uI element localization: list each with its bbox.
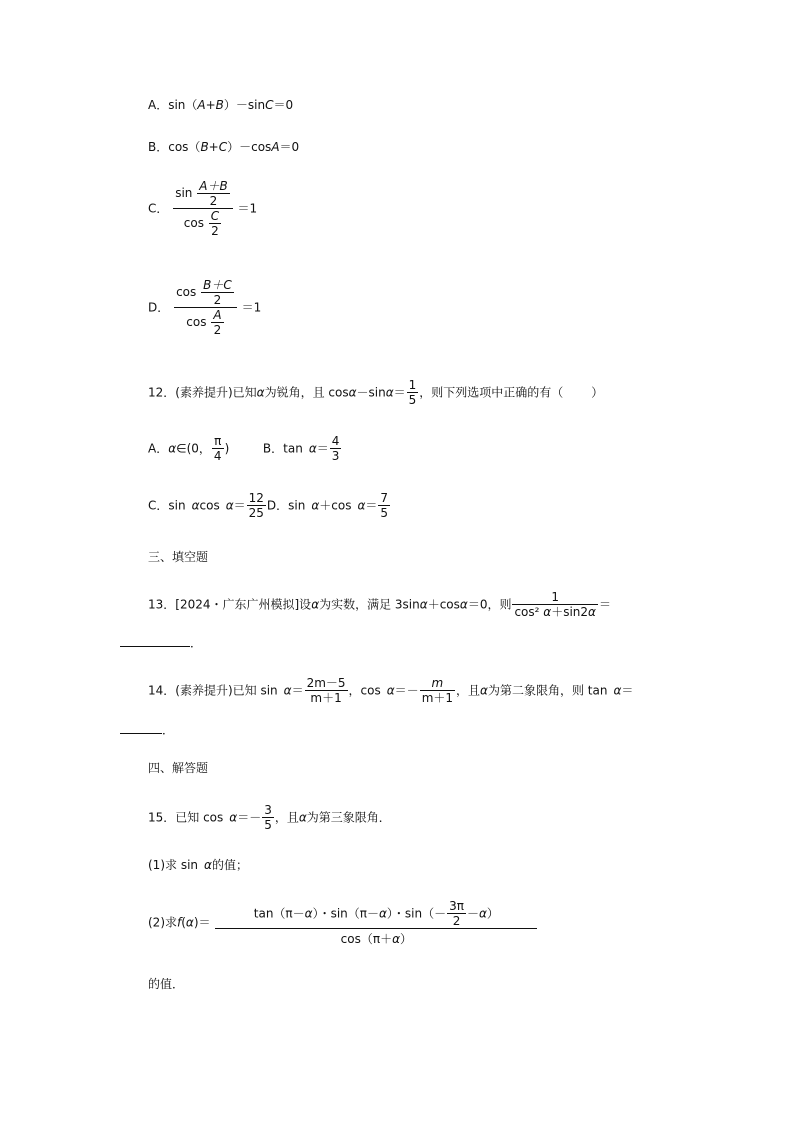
math-var: α	[225, 498, 234, 513]
math-var: f	[177, 915, 182, 930]
fraction	[174, 278, 237, 337]
numerator: 1	[408, 378, 417, 392]
numerator: π	[212, 434, 224, 449]
q14-answer-blank[interactable]	[120, 733, 162, 734]
denominator: 5	[264, 818, 272, 832]
math-var: α	[168, 441, 177, 456]
text: ＝	[365, 498, 378, 513]
math-var: A+B	[197, 98, 224, 112]
text: cos（π＋	[340, 932, 393, 946]
math-var: α	[588, 605, 596, 619]
math-var: B+C	[200, 140, 228, 154]
text: ＝－	[237, 810, 262, 825]
fraction	[512, 590, 598, 619]
text: ）・sin（－	[386, 906, 447, 921]
big-fraction	[215, 899, 537, 946]
denominator: 5	[380, 506, 389, 520]
text: cos	[186, 315, 207, 329]
text: 15．已知 cos	[148, 810, 224, 825]
q12-options-cd	[148, 491, 391, 520]
numerator: B＋C	[203, 278, 232, 292]
fraction	[330, 434, 342, 463]
numerator: 3	[264, 803, 272, 817]
text: sin	[175, 186, 193, 200]
math-var: α	[298, 810, 307, 825]
math-var: α	[419, 597, 428, 612]
numerator: 4	[331, 434, 340, 448]
text: ＝	[621, 683, 634, 698]
text: ＝	[393, 385, 406, 400]
fraction	[197, 179, 229, 208]
math-var: α	[348, 385, 357, 400]
q15-part-1	[148, 858, 248, 872]
text: ）	[591, 385, 604, 400]
text: ，cos	[348, 683, 381, 698]
text: ）	[486, 906, 499, 921]
numerator: A＋B	[199, 179, 228, 193]
math-var: α	[229, 810, 238, 825]
q15-stem	[148, 803, 391, 832]
text: 12．(素养提升)已知	[148, 385, 257, 400]
option-label: D．sin	[266, 498, 306, 513]
text: －	[466, 906, 479, 921]
numerator: 7	[380, 491, 389, 505]
text: 的值；	[211, 858, 248, 872]
math-var: α	[379, 906, 387, 921]
fraction	[173, 179, 232, 238]
text: ，则下列选项中正确的有（	[419, 385, 564, 400]
text: ＋sin2	[551, 605, 589, 619]
fraction	[212, 434, 224, 463]
math-var: α	[311, 597, 320, 612]
text: tan（π－	[253, 906, 305, 921]
q15-tail: 的值．	[148, 977, 185, 991]
math-var: α	[304, 906, 313, 921]
text: ＝0	[273, 98, 294, 112]
option-label: A．	[148, 441, 169, 456]
denominator: 3	[331, 449, 340, 463]
math-var: α	[311, 498, 320, 513]
q11-option-a	[148, 98, 293, 112]
numerator: 1	[512, 590, 598, 605]
denominator: m＋1	[421, 691, 454, 705]
text: (1)求 sin	[148, 858, 199, 872]
option-label: D．	[148, 300, 170, 315]
math-var: α	[256, 385, 265, 400]
math-var: α	[459, 597, 468, 612]
denominator: 2	[209, 194, 218, 208]
denominator: 2	[213, 293, 222, 307]
math-var: α	[479, 906, 487, 921]
denominator: 4	[213, 449, 222, 463]
text: (2)求	[148, 915, 177, 930]
text: 14．(素养提升)已知 sin	[148, 683, 278, 698]
text: cos²	[514, 605, 544, 619]
math-var: α	[191, 498, 200, 513]
section-heading-solutions: 四、解答题	[148, 761, 209, 775]
option-label: B．tan	[262, 441, 303, 456]
text: ）	[400, 932, 413, 946]
section-heading-fill-in: 三、填空题	[148, 550, 209, 564]
numerator: 12	[248, 491, 264, 505]
text: (	[181, 915, 186, 930]
text: 为锐角，且 cos	[264, 385, 349, 400]
text: cos	[183, 216, 204, 230]
math-var: A	[271, 140, 280, 154]
numerator: 2m－5	[306, 676, 346, 690]
q15-part-2	[148, 899, 538, 946]
text: ＝	[316, 441, 329, 456]
text: －sin	[356, 385, 386, 400]
math-var: C	[265, 98, 274, 112]
math-var: α	[357, 498, 366, 513]
text: cos	[176, 285, 197, 299]
fraction	[378, 491, 390, 520]
text: ）－sin	[223, 98, 266, 112]
numerator: C	[210, 209, 220, 223]
math-var: α	[543, 605, 552, 619]
text: ，且	[274, 810, 299, 825]
math-var: α	[308, 441, 317, 456]
text: ＋cos	[319, 498, 352, 513]
text: ＝1	[241, 300, 262, 315]
fraction	[209, 209, 221, 238]
text: cos	[199, 498, 220, 513]
denominator: 2	[213, 323, 222, 337]
denominator: 2	[211, 224, 219, 238]
numerator: A	[213, 308, 222, 322]
fraction	[407, 378, 419, 407]
q11-option-c	[148, 179, 257, 238]
text: ，且	[456, 683, 481, 698]
q14-period: ．	[162, 723, 175, 737]
q13-period: ．	[190, 636, 203, 650]
option-label: A．	[148, 98, 169, 112]
math-var: α	[613, 683, 622, 698]
fraction	[305, 676, 348, 705]
option-label: B．	[148, 140, 169, 154]
fraction	[211, 308, 223, 337]
denominator: 25	[248, 506, 264, 520]
q12-stem	[148, 378, 603, 407]
fraction	[447, 899, 466, 928]
text: ＝－	[394, 683, 419, 698]
q11-option-b	[148, 140, 299, 154]
numerator: m	[420, 676, 455, 691]
fraction	[201, 278, 234, 307]
text: ＝0	[279, 140, 300, 154]
math-var: α	[480, 683, 488, 698]
text: )＝	[193, 915, 211, 930]
text: ）・sin（π－	[312, 906, 379, 921]
q11-option-d	[148, 278, 261, 337]
text: ＝	[598, 597, 611, 612]
denominator: 2	[452, 914, 461, 928]
text: 为实数，满足 3sin	[319, 597, 420, 612]
math-var: α	[204, 858, 212, 872]
math-var: α	[185, 915, 194, 930]
math-var: α	[392, 932, 401, 946]
text: ＝0，则	[467, 597, 512, 612]
text: ＝	[233, 498, 246, 513]
q13-answer-blank[interactable]	[120, 646, 190, 647]
numerator: 3π	[449, 899, 464, 913]
text: ＋cos	[427, 597, 460, 612]
q13-stem	[148, 590, 611, 619]
text: 为第二象限角，则 tan	[487, 683, 608, 698]
text: ）－cos	[227, 140, 272, 154]
text: 为第三象限角．	[306, 810, 391, 825]
math-var: α	[386, 683, 395, 698]
text: cos（	[168, 140, 201, 154]
fraction	[420, 676, 455, 705]
denominator: 5	[408, 393, 417, 407]
option-label: C．	[148, 201, 169, 216]
option-label: C．sin	[148, 498, 186, 513]
math-var: α	[283, 683, 292, 698]
text: )	[224, 441, 230, 456]
text: ＝	[291, 683, 304, 698]
fraction	[247, 491, 266, 520]
text: ∈(0，	[176, 441, 211, 456]
math-var: α	[385, 385, 394, 400]
text: ＝1	[237, 201, 258, 216]
fraction	[262, 803, 274, 832]
denominator: m＋1	[310, 691, 342, 705]
q14-stem	[148, 676, 633, 705]
text: 13．[2024・广东广州模拟]设	[148, 597, 312, 612]
q12-options-ab	[148, 434, 342, 463]
text: sin（	[168, 98, 198, 112]
